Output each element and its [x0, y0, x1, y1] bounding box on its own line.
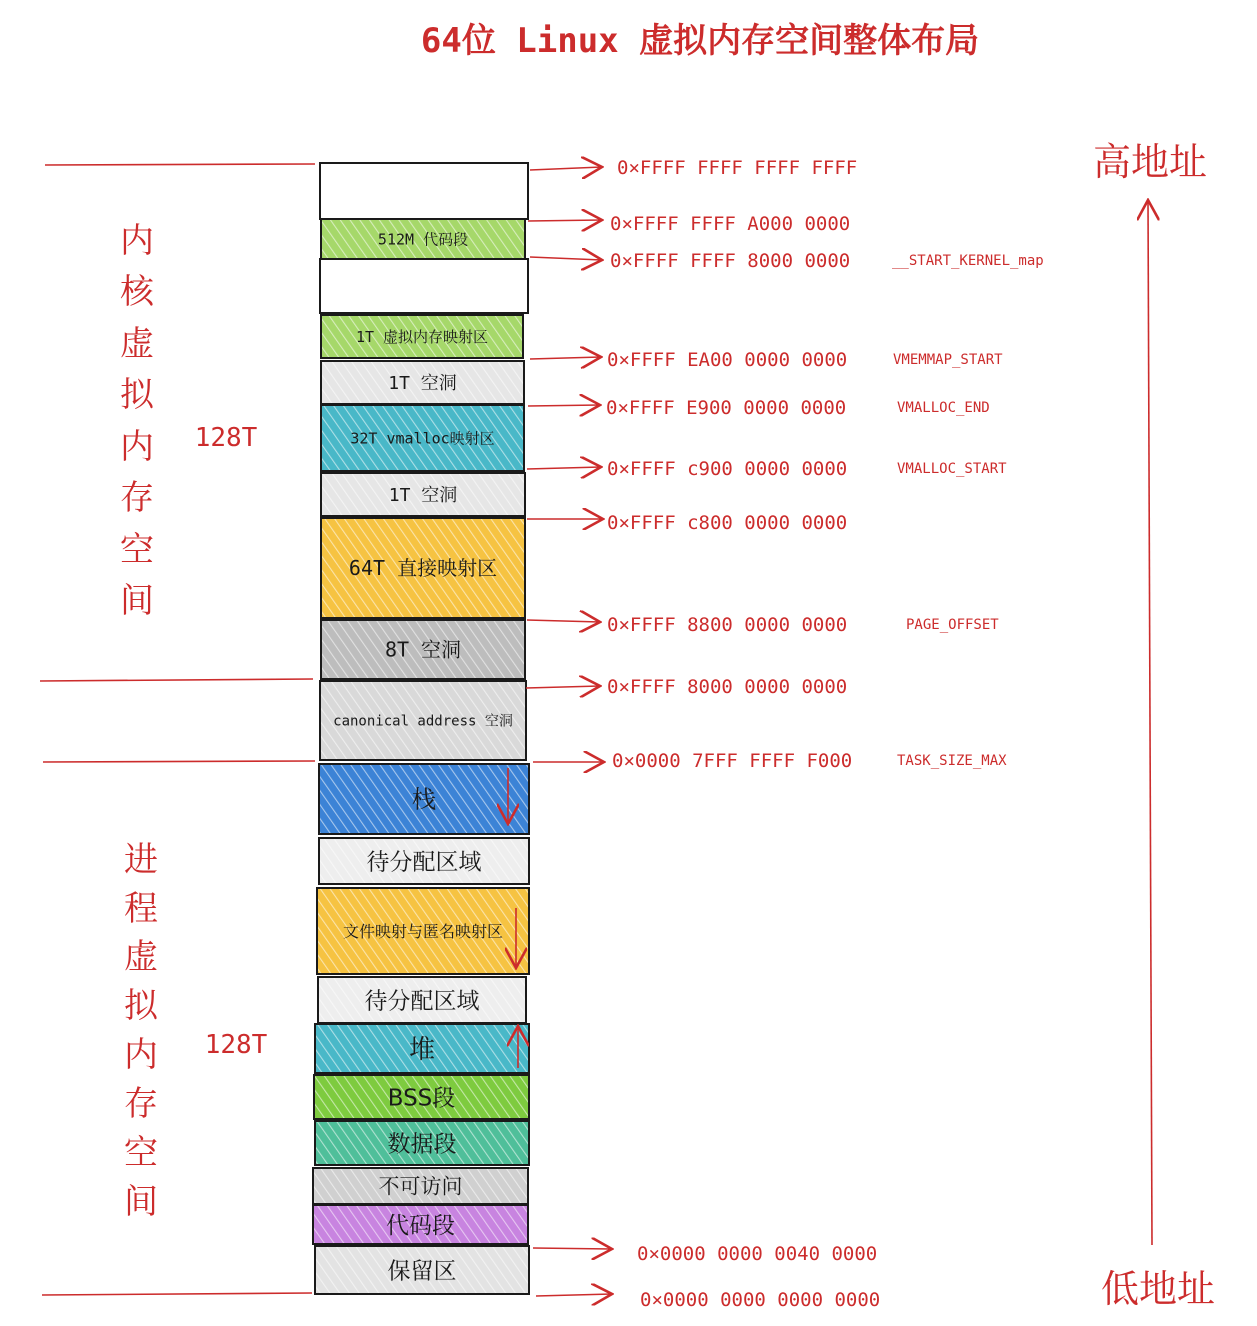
memory-block-hole-1t-b	[321, 473, 525, 516]
memory-block-label: 保留区	[387, 1258, 457, 1285]
address-annotation-addr-page-offset	[527, 614, 999, 636]
memory-block-label: 代码段	[386, 1212, 455, 1239]
memory-block-label: 1T 空洞	[388, 484, 458, 506]
address-arrow	[533, 1248, 612, 1249]
address-annotation-addr-start-kernel-map	[530, 250, 1044, 272]
kernel-side-char: 内	[120, 221, 154, 261]
boundary-line-user-top	[43, 761, 315, 762]
address-annotation-addr-vmalloc-end	[528, 397, 990, 419]
address-symbol: VMEMMAP_START	[893, 352, 1003, 368]
memory-block-user-code	[313, 1205, 528, 1244]
kernel-side-char: 核	[120, 272, 154, 312]
memory-block-vmemmap	[321, 315, 523, 358]
kernel-side-label	[120, 221, 155, 621]
address-value: 0×FFFF FFFF FFFF FFFF	[617, 157, 858, 179]
address-annotation-addr-direct-map-top	[527, 512, 847, 534]
memory-block-data	[315, 1121, 529, 1165]
memory-block-canonical	[320, 681, 526, 760]
address-arrow	[526, 686, 600, 688]
address-symbol: VMALLOC_END	[897, 400, 990, 416]
address-direction	[1093, 140, 1215, 1311]
user-side-char: 存	[124, 1084, 158, 1124]
memory-block-inaccessible	[313, 1168, 528, 1204]
kernel-side-char: 空	[120, 530, 154, 570]
kernel-side-char: 拟	[120, 375, 154, 415]
memory-block-unallocated-a	[319, 838, 529, 884]
address-arrow	[530, 167, 602, 170]
address-arrow	[530, 257, 602, 260]
memory-block-label: 1T 虚拟内存映射区	[355, 327, 489, 346]
address-arrow	[530, 357, 601, 359]
address-value: 0×0000 0000 0040 0000	[637, 1243, 878, 1265]
memory-block-heap	[315, 1024, 529, 1073]
address-arrow	[528, 405, 600, 406]
memory-block-fill	[320, 259, 528, 313]
boundary-line-kernel-bottom	[40, 679, 313, 681]
memory-block-label: 512M 代码段	[377, 230, 469, 249]
user-side-char: 虚	[124, 937, 158, 977]
boundary-lines	[40, 164, 315, 1295]
memory-block-label: 64T 直接映射区	[348, 556, 498, 581]
memory-block-label: 文件映射与匿名映射区	[342, 921, 504, 941]
kernel-side-char: 存	[120, 478, 154, 518]
memory-block-label: 32T vmalloc映射区	[350, 429, 495, 448]
address-arrow	[527, 467, 601, 469]
memory-block-label: 待分配区域	[366, 849, 482, 876]
address-arrow	[528, 220, 602, 221]
address-value: 0×0000 7FFF FFFF F000	[612, 750, 853, 772]
address-value: 0×FFFF 8000 0000 0000	[607, 676, 848, 698]
memory-block-label: 8T 空洞	[384, 637, 462, 662]
memory-block-hole-8t	[321, 620, 525, 679]
kernel-side-char: 虚	[120, 324, 154, 364]
kernel-side-char: 间	[120, 581, 154, 621]
user-side-char: 进	[124, 840, 158, 880]
low-address-label: 低地址	[1100, 1267, 1216, 1311]
user-side-char: 空	[124, 1133, 158, 1173]
address-value: 0×FFFF FFFF 8000 0000	[610, 250, 851, 272]
memory-block-kernel-code	[321, 219, 525, 259]
address-symbol: VMALLOC_START	[897, 461, 1007, 477]
user-side-label	[124, 840, 159, 1222]
memory-block-label: 栈	[412, 785, 436, 814]
boundary-line-user-bottom	[42, 1293, 312, 1295]
kernel-size-label: 128T	[194, 423, 258, 453]
memory-block-label: BSS段	[387, 1085, 456, 1112]
address-annotation-addr-kernel-code-top	[528, 213, 850, 235]
memory-block-label: 不可访问	[378, 1174, 463, 1199]
address-value: 0×FFFF c800 0000 0000	[607, 512, 848, 534]
user-side-char: 拟	[124, 986, 158, 1026]
address-symbol: TASK_SIZE_MAX	[897, 753, 1007, 769]
memory-block-label: 数据段	[387, 1131, 457, 1158]
user-side-char: 内	[124, 1035, 158, 1075]
memory-block-label: canonical address 空洞	[333, 713, 513, 730]
address-annotation-addr-kernel-bottom	[526, 676, 847, 698]
high-address-label: 高地址	[1092, 140, 1208, 184]
memory-block-direct-map	[321, 518, 525, 618]
address-annotation-addr-zero	[536, 1289, 880, 1311]
memory-block-fill	[320, 163, 528, 219]
address-annotation-addr-user-code	[533, 1243, 877, 1265]
address-annotation-addr-task-size-max	[533, 750, 1007, 772]
memory-blocks	[313, 163, 529, 1294]
boundary-line-kernel-top	[45, 164, 315, 165]
address-value: 0×0000 0000 0000 0000	[640, 1289, 881, 1311]
address-symbol: __START_KERNEL_map	[892, 253, 1044, 269]
kernel-side-char: 内	[120, 427, 154, 467]
memory-block-vmalloc	[321, 405, 524, 471]
address-annotation-addr-kernel-top	[530, 157, 857, 179]
address-arrow	[527, 620, 600, 622]
memory-block-bss	[314, 1075, 529, 1119]
address-annotation-addr-vmalloc-start	[527, 458, 1007, 480]
user-side-char: 间	[124, 1182, 158, 1222]
user-size-label: 128T	[204, 1030, 268, 1060]
memory-block-kernel-gap-a	[320, 259, 528, 313]
address-value: 0×FFFF 8800 0000 0000	[607, 614, 848, 636]
memory-block-kernel-top-empty	[320, 163, 528, 219]
diagram-title: 64位 Linux 虚拟内存空间整体布局	[420, 21, 980, 61]
address-annotation-addr-vmemmap-start	[530, 349, 1003, 371]
address-value: 0×FFFF E900 0000 0000	[606, 397, 847, 419]
memory-block-label: 待分配区域	[364, 988, 480, 1015]
memory-block-unallocated-b	[318, 977, 526, 1023]
memory-block-hole-1t-a	[321, 361, 524, 404]
address-annotations	[526, 157, 1044, 1311]
address-symbol: PAGE_OFFSET	[906, 617, 999, 633]
memory-block-label: 堆	[408, 1034, 436, 1065]
address-value: 0×FFFF c900 0000 0000	[607, 458, 848, 480]
address-value: 0×FFFF FFFF A000 0000	[610, 213, 851, 235]
memory-block-reserved	[315, 1246, 529, 1294]
memory-block-stack	[319, 764, 529, 834]
address-direction-arrow	[1148, 200, 1152, 1245]
user-side-char: 程	[124, 889, 158, 929]
memory-block-mmap	[317, 888, 529, 974]
memory-block-label: 1T 空洞	[388, 372, 457, 394]
address-value: 0×FFFF EA00 0000 0000	[607, 349, 848, 371]
address-arrow	[536, 1294, 612, 1296]
